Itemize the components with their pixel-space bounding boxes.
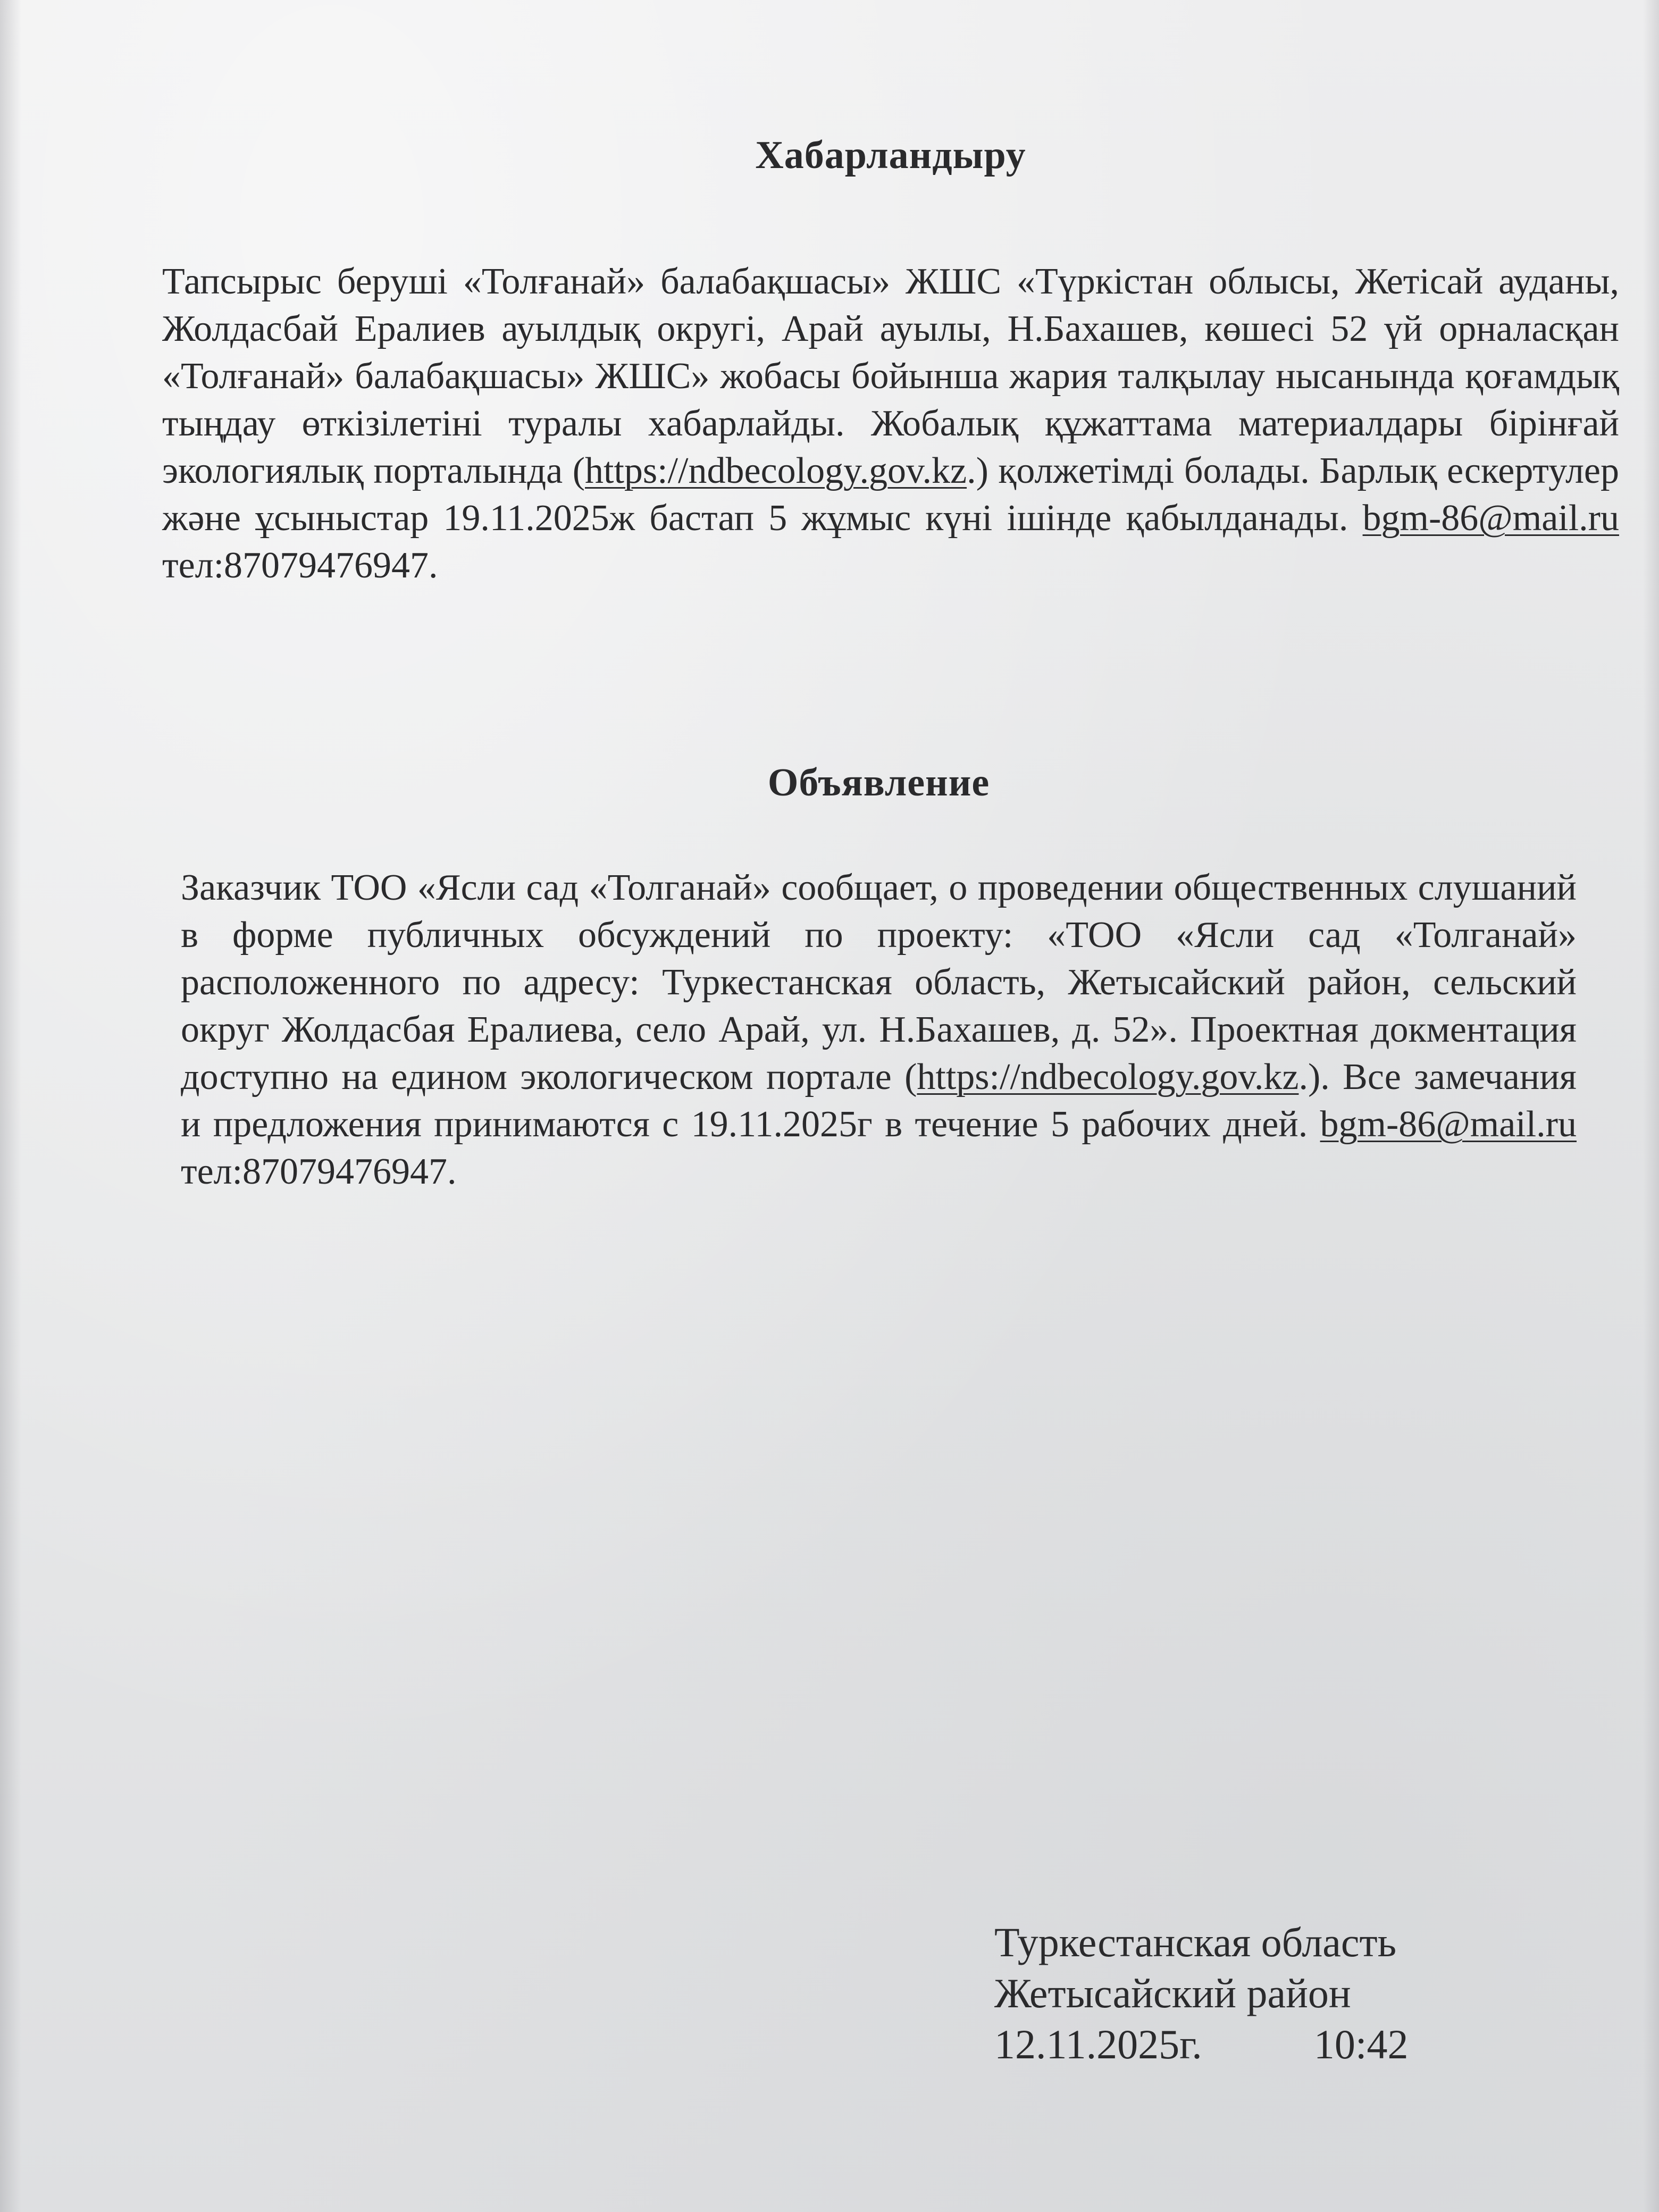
russian-body-text-2: .). Все замечания и предложения принимаются с 19.11.2025г в течение 5 рабочих дней. bbox=[181, 1057, 1577, 1145]
russian-portal-link[interactable]: https://ndbecology.gov.kz bbox=[917, 1057, 1299, 1097]
russian-email-link[interactable]: bgm-86@mail.ru bbox=[1320, 1104, 1577, 1145]
paper-edge-shadow-right bbox=[1643, 0, 1659, 2212]
footer-region: Туркестанская область bbox=[994, 1919, 1397, 1965]
kazakh-email-link[interactable]: bgm-86@mail.ru bbox=[1362, 498, 1619, 539]
kazakh-title: Хабарландыру bbox=[755, 133, 1026, 177]
kazakh-body-text-3: тел:87079476947. bbox=[162, 545, 438, 586]
footer-datetime bbox=[994, 2019, 1601, 2070]
russian-title: Объявление bbox=[767, 761, 990, 805]
kazakh-body-text-1: Тапсырыс беруші «Толғанай» балабақшасы» ЖШС «Түркістан облысы, Жетісай ауданы, Жолдасбай Ералиев ауылдық округі, Арай ауылы, Н.Бахашев, көшесі 52 үй орналасқан «Толғанай» балабақшасы» ЖШС» жобасы бойынша жария талқылау нысанында қоғамдық тыңдау өткізілетіні туралы хабарлайды. Жобалық құжаттама материалдары бірінғай экологиялық порталында ( bbox=[162, 261, 1619, 491]
footer-district: Жетысайский район bbox=[994, 1970, 1351, 2016]
footer-time: 10:42 bbox=[1313, 2021, 1409, 2067]
kazakh-body bbox=[162, 258, 1619, 589]
announcement-kazakh bbox=[162, 133, 1619, 589]
kazakh-body-text-2: .) қолжетімді болады. Барлық ескертулер және ұсыныстар 19.11.2025ж бастап 5 жұмыс күні ішінде қабылданады. bbox=[162, 450, 1619, 539]
russian-body-text-1: Заказчик ТОО «Ясли сад «Толганай» сообщает, о проведении общественных слушаний в форме публичных обсуждений по проекту: «ТОО «Ясли сад «Толганай» расположенного по адресу: Туркестанская область, Жетысайский район, сельский округ Жолдасбая Ералиева, село Арай, ул. Н.Бахашев, д. 52». Проектная докментация доступно на едином экологическом портале ( bbox=[181, 867, 1577, 1097]
kazakh-portal-link[interactable]: https://ndbecology.gov.kz bbox=[585, 450, 967, 491]
russian-body-text-3: тел:87079476947. bbox=[181, 1151, 457, 1192]
announcement-russian bbox=[181, 760, 1577, 1195]
paper-edge-shadow-left bbox=[0, 0, 21, 2212]
footer-location-date bbox=[994, 1917, 1601, 2070]
footer-date: 12.11.2025г. bbox=[994, 2021, 1202, 2067]
russian-body bbox=[181, 864, 1577, 1195]
